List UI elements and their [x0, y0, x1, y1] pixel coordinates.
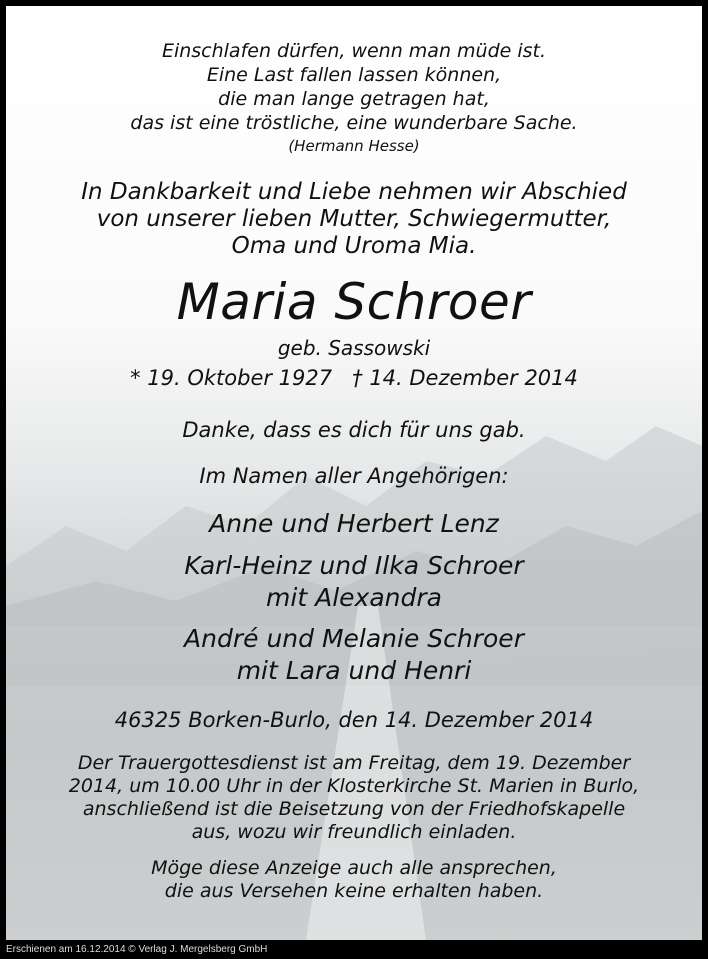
service-line: Der Trauergottesdienst ist am Freitag, dem 19. Dezember	[77, 752, 631, 774]
service-line: 2014, um 10.00 Uhr in der Klosterkirche St. Marien in Burlo,	[68, 775, 640, 797]
relative-line: mit Alexandra	[266, 583, 442, 612]
publication-footer: Erschienen am 16.12.2014 © Verlag J. Mergelsberg GmbH	[6, 944, 268, 955]
place-date: 46325 Borken-Burlo, den 14. Dezember 2014	[114, 708, 594, 732]
poem-line: Eine Last fallen lassen können,	[206, 64, 502, 86]
relatives-heading: Im Namen aller Angehörigen:	[199, 464, 509, 488]
service-line: aus, wozu wir freundlich einladen.	[191, 821, 517, 843]
poem-line: das ist eine tröstliche, eine wunderbare Sache.	[130, 112, 578, 134]
deceased-name: Maria Schroer	[176, 273, 532, 331]
poem-line: Einschlafen dürfen, wenn man müde ist.	[161, 40, 547, 62]
closing-line: Möge diese Anzeige auch alle ansprechen,	[151, 857, 557, 879]
intro-line: Oma und Uroma Mia.	[231, 233, 477, 259]
service-line: anschließend ist die Beisetzung von der Friedhofskapelle	[82, 798, 626, 820]
obituary-notice	[6, 6, 702, 940]
relative-line: André und Melanie Schroer	[184, 624, 524, 653]
relative-line: Karl-Heinz und Ilka Schroer	[184, 551, 524, 580]
relative-line: mit Lara und Henri	[236, 656, 472, 685]
intro-line: von unserer lieben Mutter, Schwiegermutter,	[96, 206, 612, 232]
poem-author: (Hermann Hesse)	[288, 137, 420, 155]
closing-line: die aus Versehen keine erhalten haben.	[164, 880, 544, 902]
poem-line: die man lange getragen hat,	[218, 88, 490, 110]
intro-line: In Dankbarkeit und Liebe nehmen wir Abschied	[81, 179, 627, 205]
life-dates: * 19. Oktober 1927 † 14. Dezember 2014	[130, 366, 578, 390]
relative-line: Anne und Herbert Lenz	[209, 509, 499, 538]
thanks-line: Danke, dass es dich für uns gab.	[182, 418, 526, 442]
birth-name: geb. Sassowski	[277, 336, 431, 360]
